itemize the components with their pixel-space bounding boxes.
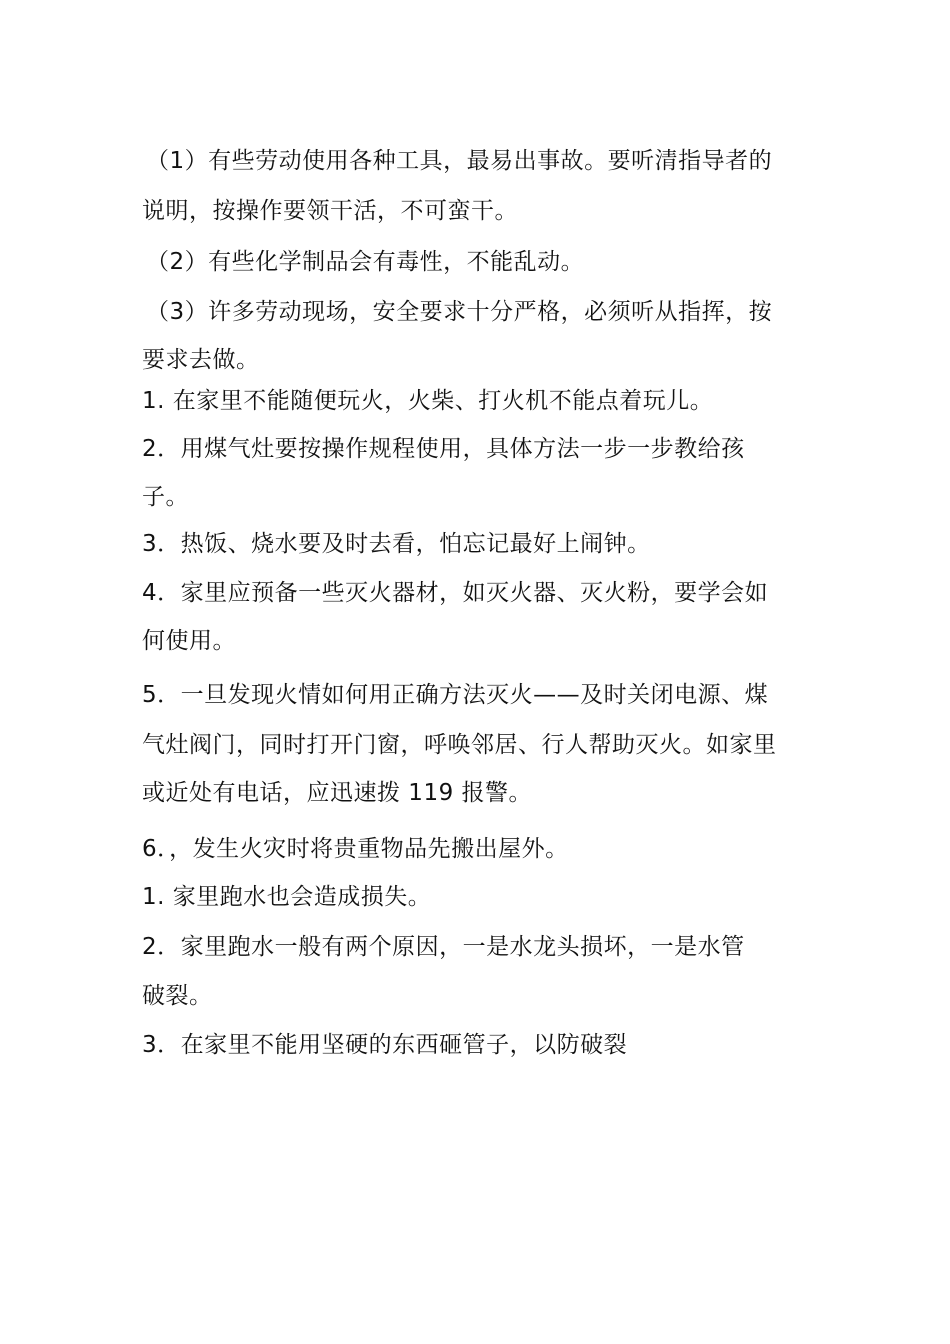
- text-line: 或近处有电话，应迅速拨 119 报警。: [142, 780, 533, 806]
- text-line: 1. 家里跑水也会造成损失。: [142, 884, 432, 910]
- text-line: 何使用。: [142, 628, 236, 654]
- text-line: 子。: [142, 484, 189, 510]
- text-line: 1. 在家里不能随便玩火，火柴、打火机不能点着玩儿。: [142, 388, 714, 414]
- text-line: 4．家里应预备一些灭火器材，如灭火器、灭火粉，要学会如: [142, 580, 769, 606]
- text-line: （1）有些劳动使用各种工具，最易出事故。要听清指导者的: [146, 148, 773, 174]
- text-line: 2．家里跑水一般有两个原因，一是水龙头损坏，一是水管: [142, 934, 745, 960]
- text-line: （3）许多劳动现场，安全要求十分严格，必须听从指挥，按: [146, 299, 773, 325]
- text-line: 3．热饭、烧水要及时去看，怕忘记最好上闹钟。: [142, 531, 651, 557]
- text-line: 破裂。: [142, 983, 213, 1009]
- text-line: 5．一旦发现火情如何用正确方法灭火——及时关闭电源、煤: [142, 682, 769, 708]
- text-line: （2）有些化学制品会有毒性，不能乱动。: [146, 249, 585, 275]
- text-line: 3．在家里不能用坚硬的东西砸管子，以防破裂: [142, 1032, 628, 1058]
- text-line: 6．，发生火灾时将贵重物品先搬出屋外。: [142, 836, 569, 862]
- text-line: 要求去做。: [142, 347, 260, 373]
- text-line: 气灶阀门，同时打开门窗，呼唤邻居、行人帮助灭火。如家里: [142, 732, 777, 758]
- text-line: 2．用煤气灶要按操作规程使用，具体方法一步一步教给孩: [142, 436, 745, 462]
- text-line: 说明，按操作要领干活，不可蛮干。: [142, 198, 518, 224]
